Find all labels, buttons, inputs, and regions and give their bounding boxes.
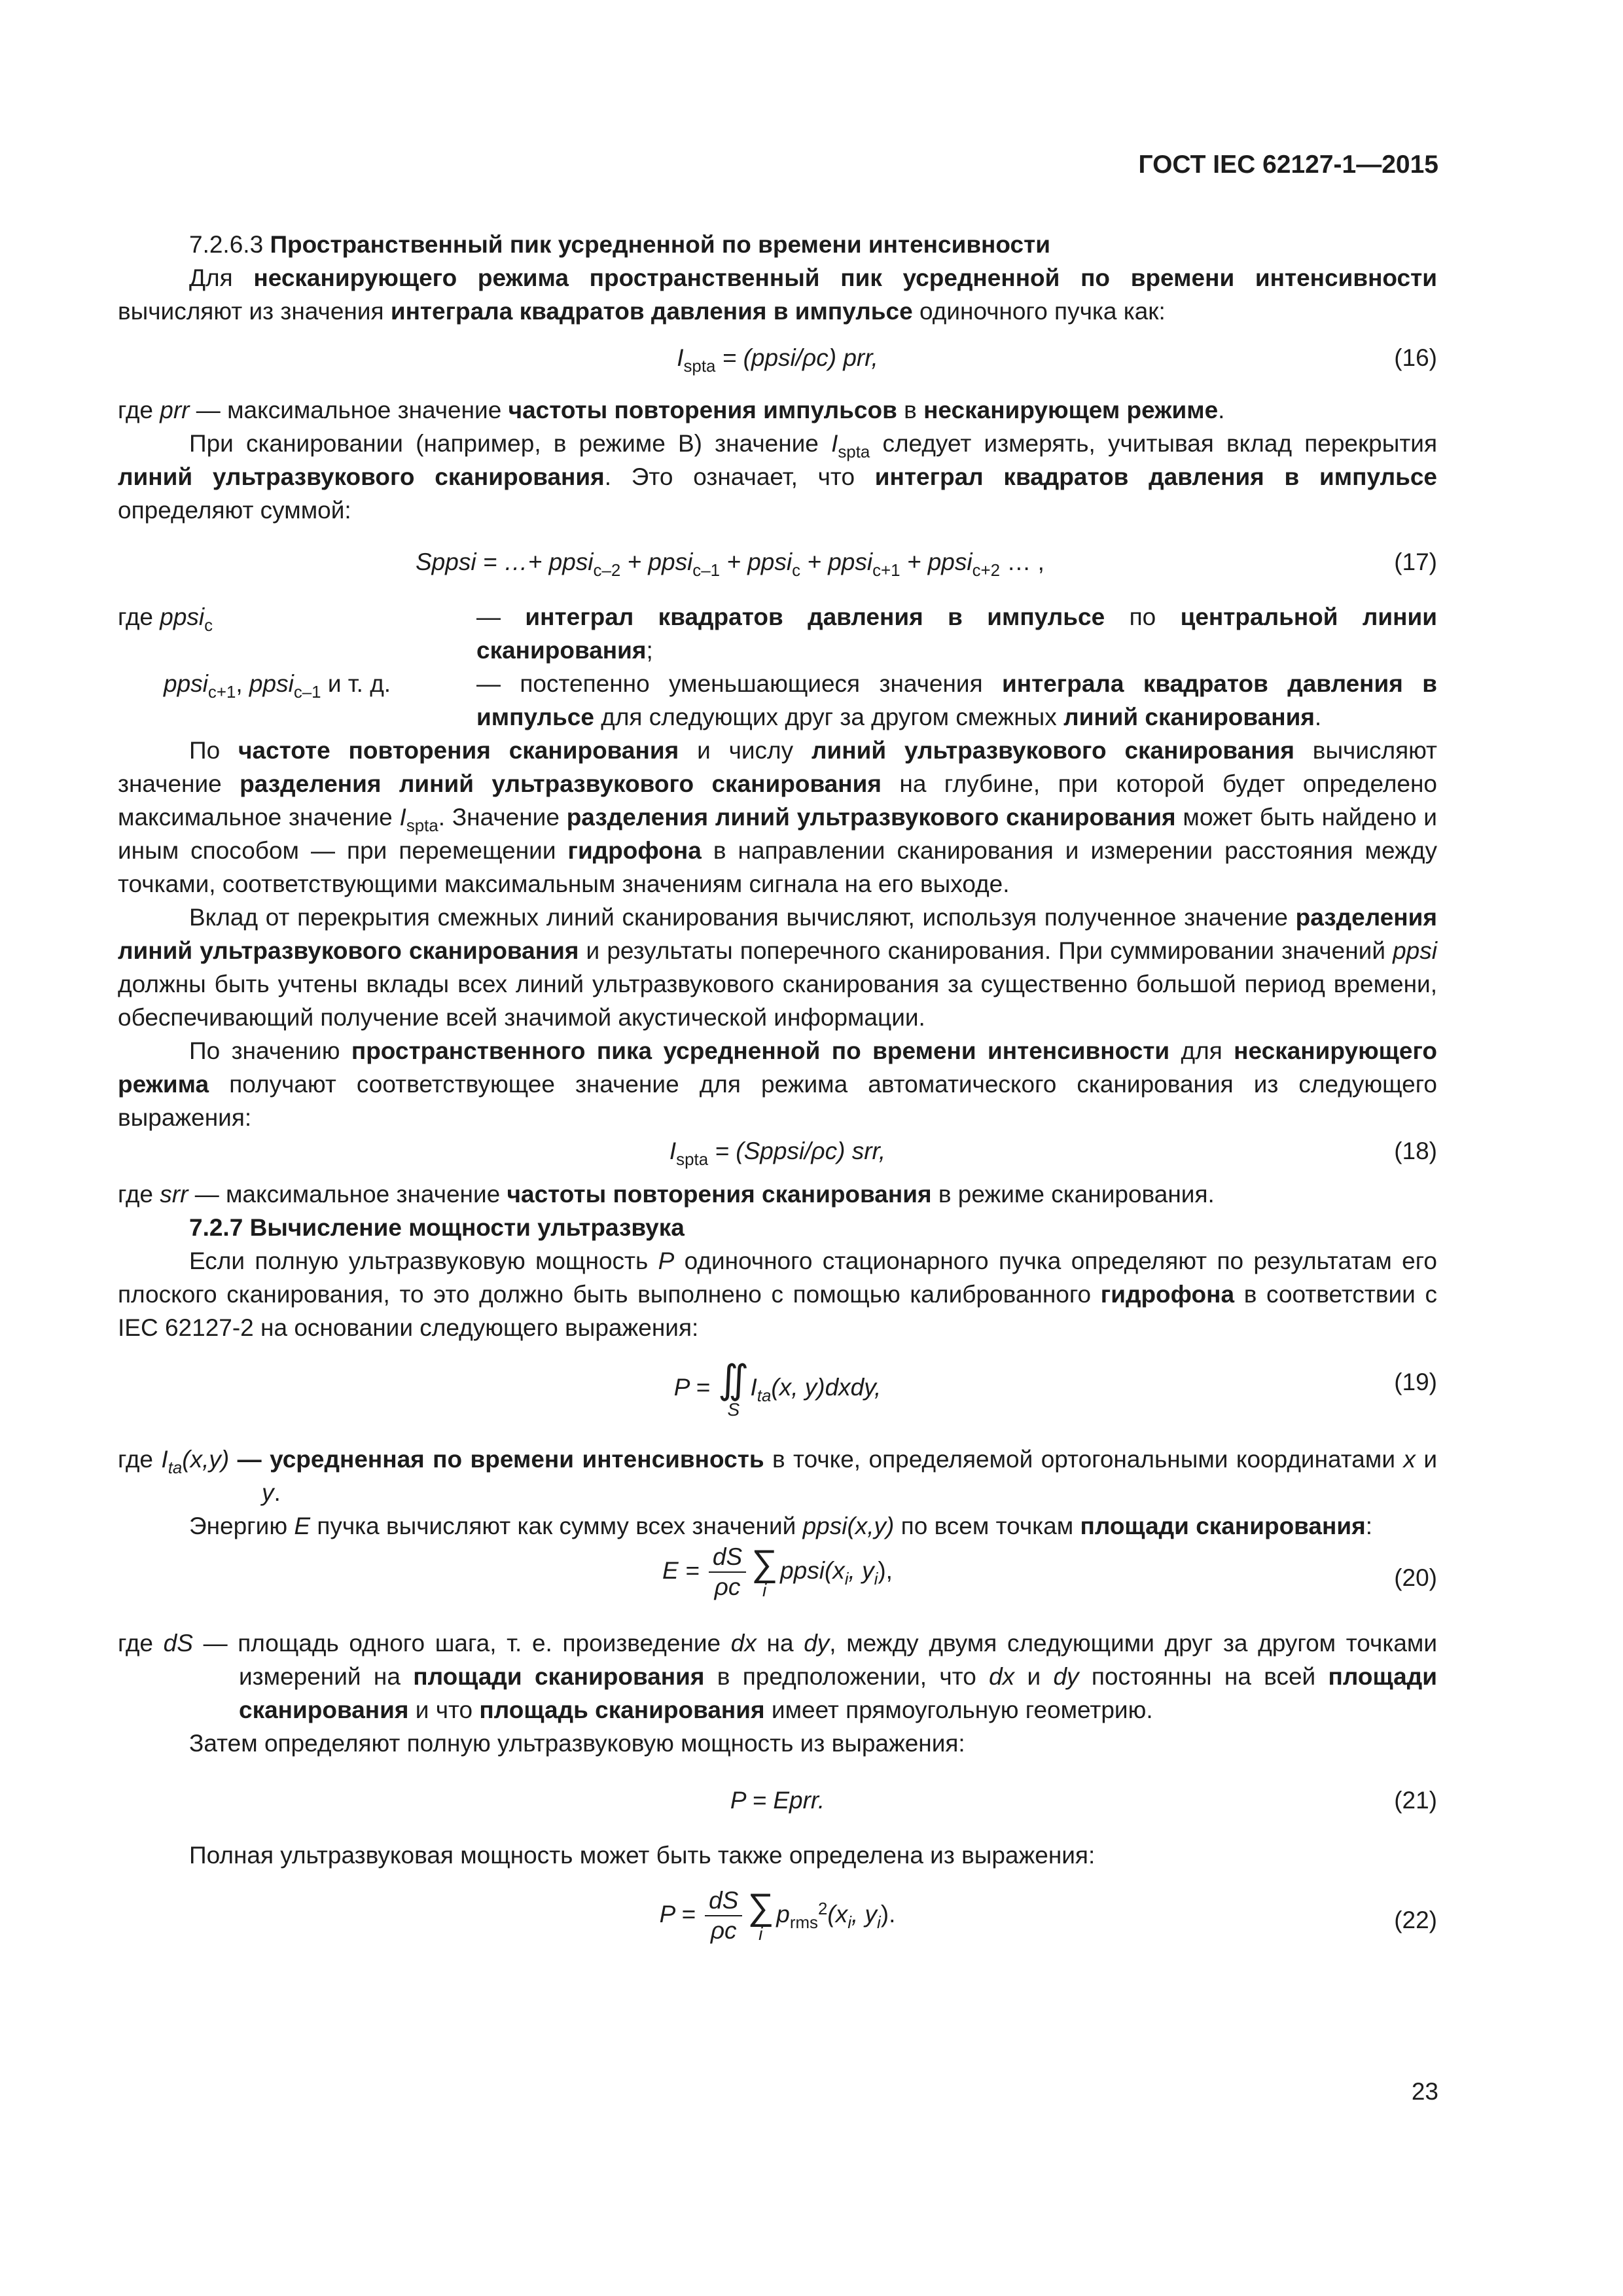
formula-21: P = Eprr. (21) xyxy=(118,1760,1437,1839)
paragraph: Для несканирующего режима пространственный пик усредненной по времени интенсивности вычисляют из значения интеграла квадратов давления в импульсе одиночного пучка как: xyxy=(118,264,1437,325)
formula-number: (20) xyxy=(1394,1564,1437,1591)
formula-20: E = $\frac{dS}{\rho c}$ ∑ i $ppsi(x_i$, $y_i$), (20) xyxy=(662,1542,1437,1600)
section-heading-7263: 7.2.6.3 Пространственный пик усредненной по времени интенсивности xyxy=(189,231,1050,258)
formula-explanation: где srr — максимальное значение частоты повторения сканирования в режиме сканирования. xyxy=(118,1181,1215,1208)
formula-19: P = ∬ S $I_{ta}(x$, y)dxdy, (19) xyxy=(673,1357,1437,1420)
formula-number: (21) xyxy=(1394,1787,1437,1814)
definition-row: где ppsi$_c$ — интеграл квадратов давления в импульсе по центральной линии сканирования; xyxy=(118,603,1437,664)
formula-18: $I_{spta}$ = (Sppsi/ρc) srr, (18) xyxy=(118,1134,1437,1177)
page-body xyxy=(118,228,1437,1964)
paragraph: По частоте повторения сканирования и числу линий ультразвукового сканирования вычисляют значение разделения линий ультразвукового сканирования на глубине, при которой будет определено максимальное значение $I_{spta}$. Значение разделения линий ультразвукового сканирования может быть найдено и иным способом — при перемещении гидрофона в направлении сканирования и измерении расстояния между точками, соответствующими максимальным значениям сигнала на его выходе. xyxy=(118,737,1438,897)
section-heading-727: 7.2.7 Вычисление мощности ультразвука xyxy=(189,1214,685,1241)
standard-header: ГОСТ IEC 62127-1—2015 xyxy=(1138,151,1438,179)
paragraph: Энергию E пучка вычисляют как сумму всех значений ppsi(x,y) по всем точкам площади сканирования: xyxy=(189,1513,1372,1539)
paragraph: При сканировании (например, в режиме В) значение $I_{spta}$ следует измерять, учитывая вклад перекрытия линий ультразвукового сканирования. Это означает, что интеграл квадратов давления в импульсе определяют суммой: xyxy=(118,430,1438,524)
formula-17: Sppsi = …+ ppsi$_{c-2}$ + ppsi$_{c-1}$ + ppsi$_c$ + ppsi$_{c+1}$ + ppsi$_{c+2}$ … , (17) xyxy=(118,527,1437,600)
formula-16: $I_{spta}$ = (ppsi/ρc) prr, (16) xyxy=(118,328,1437,393)
definition-row: ppsi$_{c+1}$, ppsi$_{c-1}$ и т. д. — постепенно уменьшающиеся значения интеграла квадратов давления в импульсе для следующих друг за другом смежных линий сканирования. xyxy=(164,670,1437,730)
formula-number: (19) xyxy=(1394,1369,1437,1395)
formula-number: (16) xyxy=(1394,344,1437,371)
formula-explanation: где $I_{ta}(x,y)$ — усредненная по времени интенсивность в точке, определяемой ортогональными координатами x и y. xyxy=(118,1446,1438,1506)
formula-explanation: где prr — максимальное значение частоты повторения импульсов в несканирующем режиме. xyxy=(118,397,1225,423)
paragraph: Вклад от перекрытия смежных линий сканирования вычисляют, используя полученное значение разделения линий ультразвукового сканирования и результаты поперечного сканирования. При суммировании значений ppsi должны быть учтены вклады всех линий ультразвукового сканирования за существенно большой период времени, обеспечивающий получение всей значимой акустической информации. xyxy=(118,904,1437,1031)
formula-number: (22) xyxy=(1394,1907,1437,1933)
page-number: 23 xyxy=(1411,2078,1438,2105)
paragraph: Если полную ультразвуковую мощность P одиночного стационарного пучка определяют по результатам его плоского сканирования, то это должно быть выполнено с помощью калиброванного гидрофона в соответствии с IEC 62127-2 на основании следующего выражения: xyxy=(118,1247,1437,1341)
formula-explanation: где dS — площадь одного шага, т. е. произведение dx на dy, между двумя следующими друг за другом точками измерений на площади сканирования в предположении, что dx и dy постоянны на всей площади сканирования и что площадь сканирования имеет прямоугольную геометрию. xyxy=(118,1630,1438,1723)
paragraph: Полная ультразвуковая мощность может быть также определена из выражения: xyxy=(189,1842,1096,1869)
paragraph: По значению пространственного пика усредненной по времени интенсивности для несканирующего режима получают соответствующее значение для режима автоматического сканирования из следующего выражения: xyxy=(118,1037,1437,1131)
paragraph: Затем определяют полную ультразвуковую мощность из выражения: xyxy=(189,1730,965,1757)
formula-number: (18) xyxy=(1394,1138,1437,1164)
formula-22: P = $\frac{dS}{\rho c}$ ∑ i $p_{rms}^2(x_i$, $y_i$). (22) xyxy=(659,1886,1437,1944)
formula-number: (17) xyxy=(1394,548,1437,575)
